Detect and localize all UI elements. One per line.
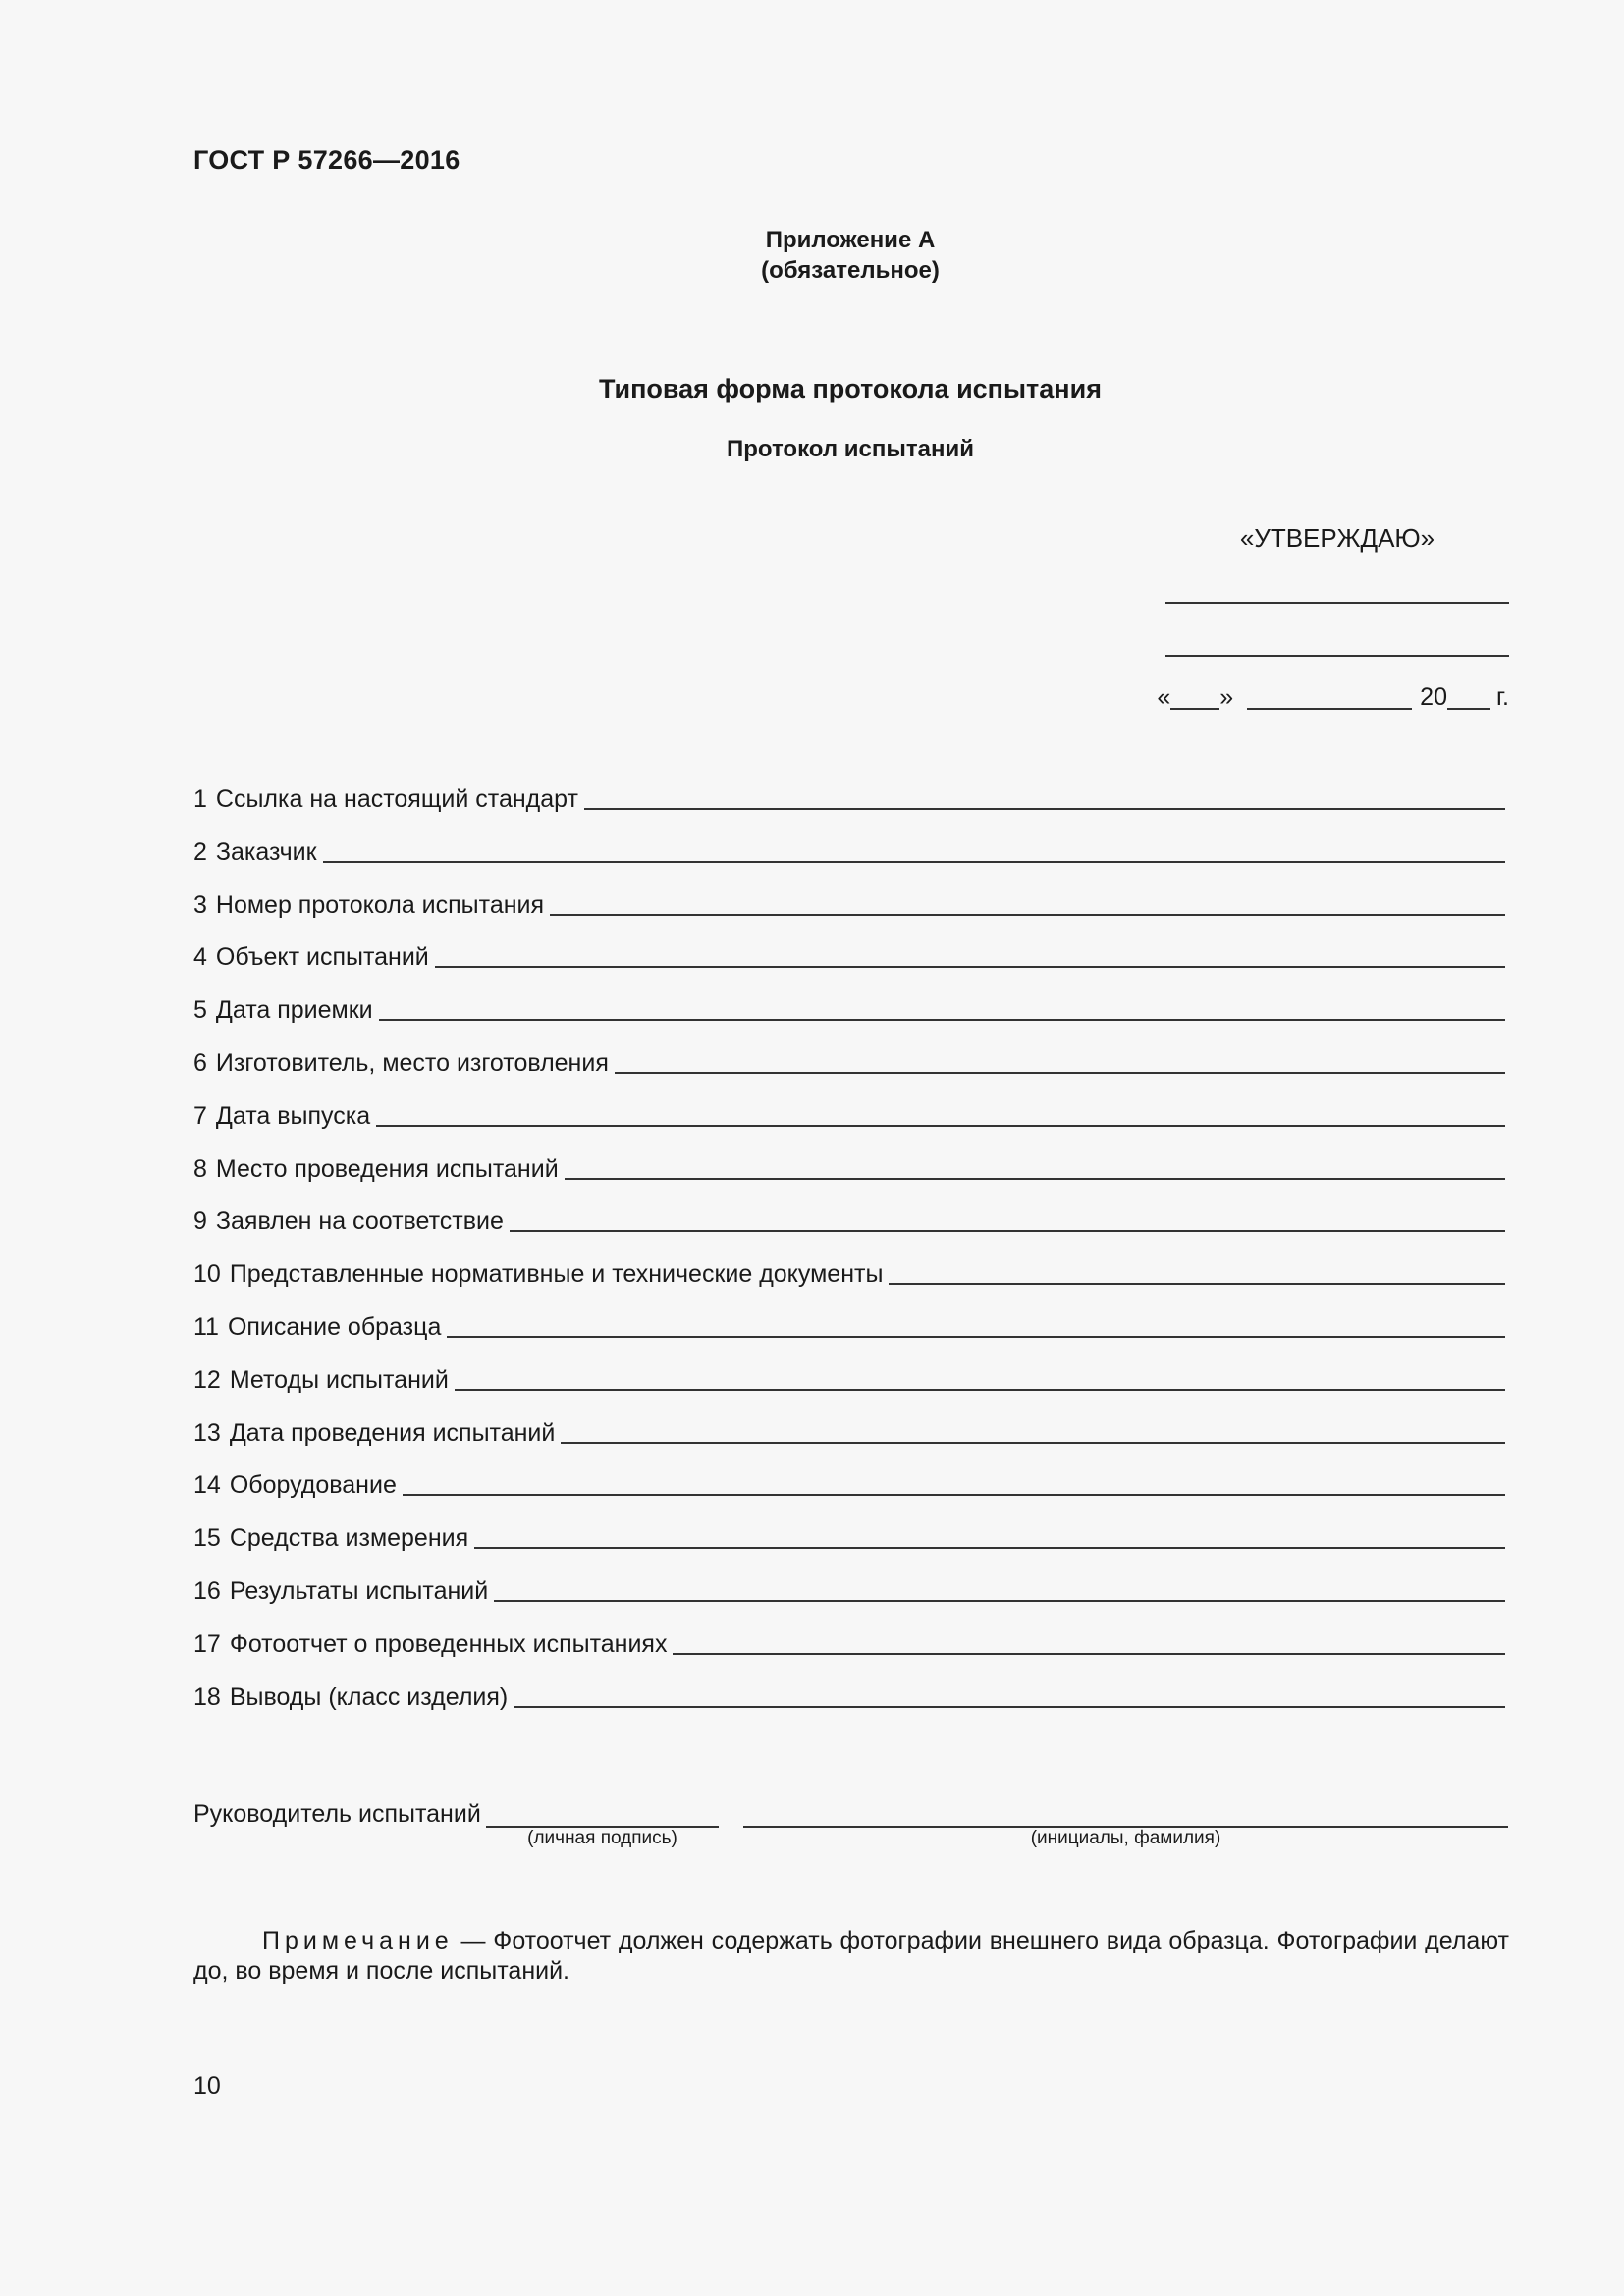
- approval-signature-line[interactable]: [1165, 655, 1509, 657]
- field-input-line[interactable]: [615, 1072, 1505, 1074]
- form-field-row: [193, 1362, 1505, 1395]
- field-label: Выводы (класс изделия): [229, 1682, 509, 1711]
- field-number: 4: [193, 943, 207, 972]
- date-year-prefix: 20: [1420, 683, 1447, 711]
- field-label: Фотоотчет о проведенных испытаниях: [229, 1629, 668, 1658]
- field-input-line[interactable]: [889, 1283, 1505, 1285]
- form-field-row: [193, 938, 1505, 972]
- field-number: 6: [193, 1049, 207, 1077]
- form-field-row: [193, 1097, 1505, 1131]
- field-input-line[interactable]: [403, 1494, 1505, 1496]
- field-number: 3: [193, 890, 207, 919]
- form-field-row: [193, 1308, 1505, 1342]
- appendix-title: Приложение А: [765, 227, 936, 253]
- form-field-row: [193, 1520, 1505, 1553]
- field-number: 14: [193, 1471, 221, 1500]
- field-label: Описание образца: [227, 1313, 442, 1341]
- field-number: 10: [193, 1260, 221, 1289]
- field-input-line[interactable]: [494, 1600, 1505, 1602]
- date-year-suffix: г.: [1495, 683, 1509, 711]
- form-field-row: [193, 1626, 1505, 1659]
- form-field-row: [193, 1255, 1505, 1289]
- field-label: Методы испытаний: [229, 1365, 449, 1394]
- approval-date: [1129, 683, 1509, 712]
- signature-caption: (личная подпись): [527, 1828, 677, 1848]
- field-number: 15: [193, 1524, 221, 1553]
- field-number: 5: [193, 996, 207, 1025]
- field-input-line[interactable]: [561, 1442, 1505, 1444]
- field-label: Объект испытаний: [215, 943, 429, 972]
- date-year-blank[interactable]: [1447, 684, 1490, 710]
- field-input-line[interactable]: [584, 808, 1505, 810]
- field-input-line[interactable]: [514, 1706, 1505, 1708]
- field-label: Место проведения испытаний: [215, 1154, 559, 1183]
- field-label: Результаты испытаний: [229, 1577, 489, 1605]
- form-field-row: [193, 1202, 1505, 1236]
- date-open-quote: «: [1157, 683, 1171, 711]
- date-close-quote: »: [1219, 683, 1234, 711]
- field-input-line[interactable]: [673, 1653, 1505, 1655]
- field-number: 18: [193, 1682, 221, 1711]
- form-field-row: [193, 780, 1505, 814]
- name-caption: (инициалы, фамилия): [1030, 1828, 1221, 1848]
- note: [193, 1926, 1509, 1987]
- field-input-line[interactable]: [455, 1389, 1505, 1391]
- signature-label: Руководитель испытаний: [193, 1800, 481, 1828]
- field-label: Дата приемки: [215, 996, 373, 1025]
- field-number: 2: [193, 837, 207, 866]
- approval-position-line[interactable]: [1165, 602, 1509, 604]
- field-number: 11: [193, 1313, 219, 1341]
- field-input-line[interactable]: [435, 966, 1505, 968]
- approval-label: «УТВЕРЖДАЮ»: [1239, 523, 1435, 553]
- field-number: 9: [193, 1207, 207, 1236]
- date-day-blank[interactable]: [1170, 684, 1219, 710]
- page-number: 10: [193, 2072, 221, 2100]
- form-field-row: [193, 1150, 1505, 1184]
- field-label: Заявлен на соответствие: [215, 1207, 504, 1236]
- field-label: Ссылка на настоящий стандарт: [215, 785, 578, 813]
- form-field-row: [193, 991, 1505, 1025]
- field-input-line[interactable]: [565, 1178, 1505, 1180]
- field-input-line[interactable]: [447, 1336, 1505, 1338]
- field-input-line[interactable]: [376, 1125, 1505, 1127]
- field-number: 17: [193, 1629, 221, 1658]
- field-number: 1: [193, 785, 207, 813]
- form-title: Типовая форма протокола испытания: [599, 374, 1102, 403]
- protocol-title: Протокол испытаний: [727, 436, 974, 462]
- field-input-line[interactable]: [379, 1019, 1505, 1021]
- field-label: Номер протокола испытания: [215, 890, 545, 919]
- field-label: Изготовитель, место изготовления: [215, 1049, 609, 1077]
- field-number: 7: [193, 1101, 207, 1130]
- field-number: 16: [193, 1577, 221, 1605]
- document-code: ГОСТ Р 57266—2016: [193, 145, 460, 175]
- appendix-status: (обязательное): [761, 257, 940, 284]
- form-field-row: [193, 1467, 1505, 1500]
- form-field-row: [193, 833, 1505, 867]
- field-input-line[interactable]: [550, 914, 1505, 916]
- note-label: Примечание: [262, 1927, 454, 1954]
- form-field-row: [193, 886, 1505, 920]
- date-month-blank[interactable]: [1247, 684, 1412, 710]
- note-text: — Фотоотчет должен содержать фотографии внешнего вида образца. Фотографии делают до, во время и после испытаний.: [193, 1927, 1509, 1985]
- field-label: Оборудование: [229, 1471, 397, 1500]
- form-field-row: [193, 1573, 1505, 1606]
- field-input-line[interactable]: [510, 1230, 1505, 1232]
- field-label: Заказчик: [215, 837, 317, 866]
- field-input-line[interactable]: [323, 861, 1505, 863]
- field-number: 12: [193, 1365, 221, 1394]
- form-field-row: [193, 1415, 1505, 1448]
- field-label: Дата выпуска: [215, 1101, 371, 1130]
- field-label: Дата проведения испытаний: [229, 1418, 556, 1447]
- field-input-line[interactable]: [474, 1547, 1505, 1549]
- form-field-row: [193, 1679, 1505, 1712]
- form-field-row: [193, 1044, 1505, 1078]
- field-number: 8: [193, 1154, 207, 1183]
- field-label: Представленные нормативные и технические документы: [229, 1260, 884, 1289]
- field-number: 13: [193, 1418, 221, 1447]
- field-label: Средства измерения: [229, 1524, 469, 1553]
